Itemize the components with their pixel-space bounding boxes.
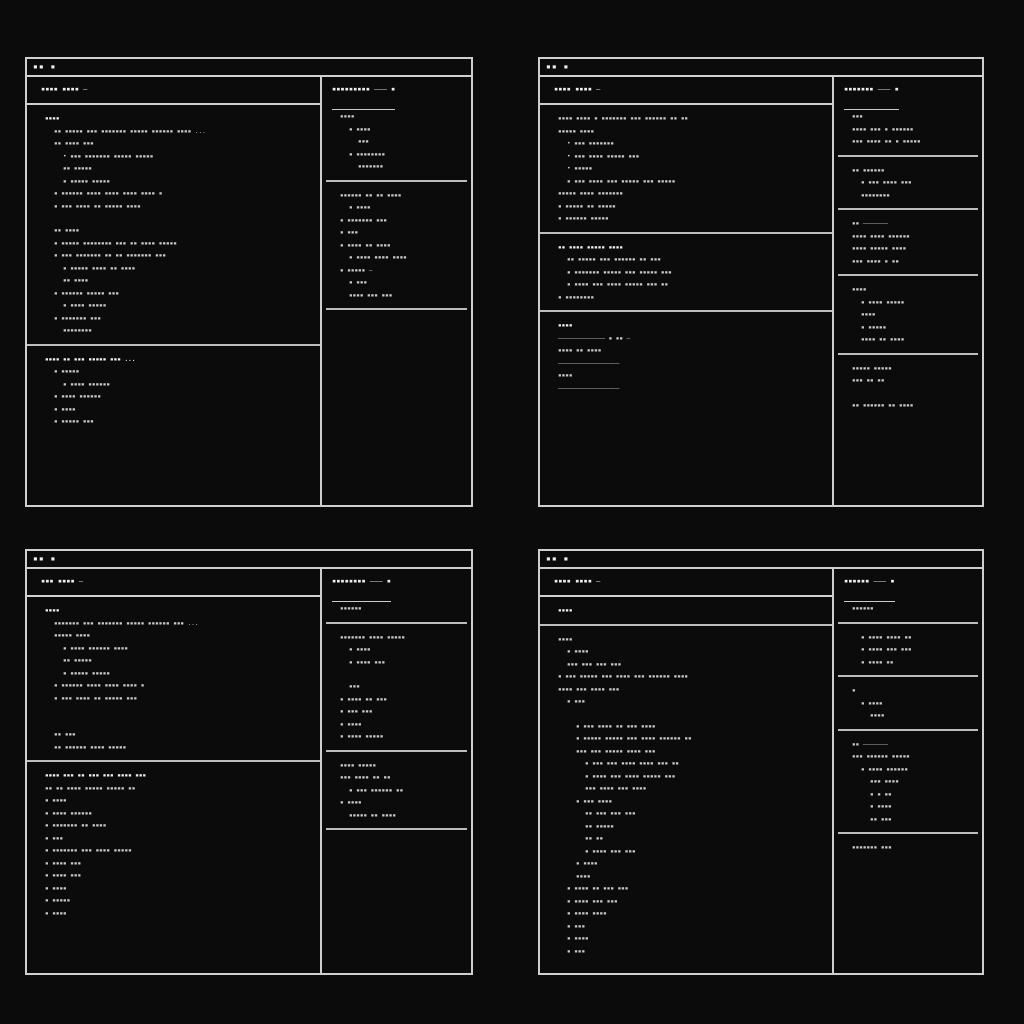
list-item[interactable]: ▪▪ ▪▪▪▪▪ ▪▪▪ ▪▪▪▪▪▪▪ ▪▪▪▪▪ ▪▪▪▪▪▪ ▪▪▪▪ ... — [54, 127, 206, 135]
list-item[interactable]: ▪▪▪ ▪▪▪▪ ▪▪ ▪▪ — [340, 774, 391, 781]
list-item[interactable]: ▪ ▪▪▪▪▪▪ ▪▪▪▪ ▪▪▪▪ ▪▪▪▪ ▪ — [54, 682, 145, 689]
list-item[interactable]: ▪ ▪▪▪ — [349, 279, 368, 286]
main-section — [540, 597, 832, 626]
section-heading[interactable]: ▪▪▪▪ ▪▪ ▪▪▪ ▪▪▪▪▪ ▪▪▪ ... — [45, 355, 136, 363]
section-heading[interactable]: ▪▪▪▪ ▪▪▪ ▪▪ ▪▪▪ ▪▪▪ ▪▪▪▪ ▪▪▪ — [45, 772, 147, 779]
list-item[interactable]: ▪ ▪▪▪▪ — [54, 405, 76, 413]
list-item[interactable] — [540, 709, 832, 721]
main-section — [540, 626, 832, 965]
list-item[interactable]: ▪ ▪▪▪▪▪ ▪▪▪▪▪▪▪▪ ▪▪▪ ▪▪ ▪▪▪▪ ▪▪▪▪▪ — [54, 239, 177, 247]
list-item[interactable]: ▪ ▪▪▪▪ ▪▪▪ — [45, 859, 82, 867]
list-item[interactable]: ▪▪▪ ▪▪▪▪ ▪▪ ▪ ▪▪▪▪▪ — [852, 138, 921, 145]
list-item[interactable]: ▪▪▪▪▪▪ — [852, 605, 874, 612]
list-item[interactable]: ▪▪ ▪▪▪▪ — [54, 227, 80, 234]
side-section — [326, 752, 467, 831]
list-item[interactable]: ▪ ▪▪▪▪ — [349, 646, 371, 653]
list-item[interactable]: • ▪▪▪ ▪▪▪▪ ▪▪▪▪▪ ▪▪▪ — [567, 152, 640, 160]
list-item[interactable]: ▪ ▪▪▪▪ ▪▪▪▪▪ — [340, 733, 384, 740]
list-item[interactable]: ▪ ▪▪▪▪▪▪ ▪▪▪▪ ▪▪▪▪ ▪▪▪▪ ▪▪▪▪ ▪ — [54, 190, 163, 197]
section-heading[interactable]: ▪▪▪▪ — [45, 607, 60, 614]
list-item[interactable]: ▪▪▪▪▪ ▪▪ ▪▪▪▪ — [349, 811, 396, 819]
list-item[interactable]: ▪▪▪▪ ▪▪ ▪▪▪▪ — [558, 347, 602, 354]
main-section — [27, 597, 320, 762]
list-item[interactable]: • ▪▪▪ ▪▪▪▪▪▪▪ ▪▪▪▪▪ ▪▪▪▪▪ — [63, 152, 154, 160]
list-item[interactable]: ▪▪ ——————— — [852, 740, 889, 748]
list-item[interactable]: ▪▪ ——————— — [852, 220, 889, 227]
list-item[interactable]: ▪▪▪▪▪ ▪▪▪▪ ▪▪▪▪▪▪▪ — [558, 190, 624, 197]
list-item[interactable]: ▪ ▪▪▪▪ ▪▪▪ ▪▪▪▪ ▪▪▪▪▪ ▪▪▪ ▪▪ — [567, 281, 669, 288]
list-item[interactable]: ▪ ▪▪▪▪ — [567, 648, 589, 655]
list-item[interactable]: ▪ ▪▪▪▪▪ — [861, 323, 887, 331]
list-item[interactable]: ▪▪ ▪▪▪▪ ▪▪▪ — [54, 140, 94, 147]
main-section — [540, 234, 832, 313]
list-item[interactable]: • ▪▪▪▪▪ — [567, 165, 593, 172]
list-item[interactable]: ▪▪▪▪ ▪▪▪ ▪▪▪ — [349, 291, 393, 299]
sidebar-header[interactable] — [322, 75, 471, 103]
list-item[interactable]: ▪ ▪▪▪▪▪▪▪ ▪▪ ▪▪▪▪ — [45, 822, 107, 829]
list-item[interactable]: ▪▪ ▪▪▪ ▪▪▪ ▪▪▪ — [585, 810, 636, 817]
list-item[interactable]: ▪▪ ▪▪▪▪▪▪ — [852, 166, 885, 174]
list-item[interactable]: ▪ ▪▪▪ ▪▪▪▪▪▪ ▪▪ — [349, 786, 404, 794]
list-item[interactable]: ————————————— ▪ ▪▪ — — [558, 334, 631, 342]
list-item[interactable]: ▪ ▪▪▪▪ — [861, 699, 883, 707]
list-item[interactable]: ▪▪▪▪ ▪▪▪▪▪ ▪▪▪▪ — [852, 245, 907, 252]
list-item[interactable]: ▪▪▪▪ ▪▪▪ ▪▪▪▪ ▪▪▪ — [558, 685, 620, 693]
list-item[interactable]: ▪ ▪▪▪▪ ▪▪▪▪▪▪ — [63, 380, 110, 388]
list-item[interactable]: ▪ ▪▪▪▪ ▪▪▪ — [45, 872, 82, 879]
main-header: ▪▪▪▪ ▪▪▪▪ — — [27, 75, 320, 105]
side-section — [838, 677, 978, 731]
main-pane — [27, 75, 322, 505]
list-item[interactable]: ▪▪▪▪▪ ▪▪▪▪ — [54, 632, 91, 639]
list-item[interactable]: ▪ ▪ ▪▪ — [870, 790, 892, 798]
list-item[interactable]: ▪▪▪▪▪▪▪ — [358, 163, 384, 170]
list-item[interactable]: ▪▪ ▪▪▪▪▪▪ ▪▪▪▪ ▪▪▪▪▪ — [54, 743, 127, 751]
list-item[interactable]: ▪▪▪▪▪ ▪▪▪▪▪ — [852, 364, 892, 372]
list-item[interactable]: ▪▪▪▪ — [576, 872, 591, 880]
list-item[interactable]: ▪▪▪ ▪▪▪▪ — [870, 778, 899, 785]
list-item[interactable]: ▪ ▪▪▪▪ — [567, 935, 589, 942]
list-item[interactable]: ▪ ▪▪▪▪▪ ▪▪▪▪ ▪▪ ▪▪▪▪ — [63, 264, 136, 272]
side-section — [838, 834, 978, 861]
main-pane — [540, 75, 834, 505]
side-section — [326, 830, 467, 844]
sidebar-header[interactable] — [834, 75, 982, 103]
list-item[interactable]: ▪ ▪▪▪▪ ▪▪▪▪▪▪ ▪▪▪▪ — [63, 644, 129, 652]
list-item[interactable]: ▪▪▪ ▪▪▪ ▪▪▪ ▪▪▪ — [567, 660, 622, 668]
list-item[interactable]: ▪ ▪▪▪ ▪▪▪▪ — [576, 797, 613, 805]
list-item[interactable]: ▪▪▪▪ ▪▪ ▪▪▪▪ — [861, 336, 905, 343]
main-header: ▪▪▪ ▪▪▪▪ — — [27, 567, 320, 597]
list-item[interactable]: ▪▪▪▪ — [558, 635, 573, 643]
sidebar-tab[interactable]: ▪▪▪▪▪▪▪▪ ——— ▪ — [332, 567, 391, 602]
list-item[interactable]: ▪ ▪▪▪▪ — [340, 799, 362, 806]
list-item[interactable]: ▪ — [852, 687, 856, 694]
sidebar-pane — [322, 75, 471, 505]
list-item[interactable]: ▪ ▪▪▪▪ — [349, 204, 371, 211]
list-item[interactable]: ▪▪▪▪ — [340, 113, 355, 120]
list-item[interactable]: ▪▪▪ ▪▪▪▪ ▪ ▪▪ — [852, 257, 899, 265]
list-item[interactable]: ▪▪▪▪ — [870, 712, 885, 719]
list-item[interactable]: ▪ ▪▪▪ ▪▪▪▪ ▪▪ ▪▪▪▪▪ ▪▪▪▪ — [54, 202, 141, 210]
list-item[interactable]: ▪▪ ▪▪ ▪▪▪▪ ▪▪▪▪▪ ▪▪▪▪▪ ▪▪ — [45, 784, 136, 792]
list-item[interactable]: ▪ ▪▪▪ — [567, 698, 586, 705]
list-item[interactable]: ————————————————— — [558, 359, 620, 367]
list-item[interactable]: ▪ ▪▪▪▪ ▪▪ — [861, 658, 894, 666]
list-item[interactable]: ▪ ▪▪▪▪▪▪▪▪ — [558, 293, 595, 301]
list-item[interactable]: ▪ ▪▪▪▪ — [45, 909, 67, 917]
app-window — [538, 549, 984, 975]
list-item[interactable]: ▪ ▪▪▪ ▪▪▪▪ ▪▪▪ — [861, 179, 912, 186]
section-heading[interactable]: ▪▪▪▪ — [558, 607, 573, 614]
list-item[interactable]: ▪ ▪▪▪▪ ▪▪▪▪ ▪▪ — [861, 633, 912, 641]
sidebar-pane — [834, 567, 982, 973]
list-item[interactable] — [27, 213, 320, 225]
list-item[interactable]: ▪ ▪▪▪▪ — [340, 720, 362, 728]
app-window — [25, 57, 473, 507]
list-item[interactable] — [27, 717, 320, 729]
list-item[interactable] — [326, 669, 467, 681]
sidebar-tab[interactable]: ▪▪▪▪▪▪▪▪▪ ——— ▪ — [332, 75, 395, 110]
list-item[interactable]: ▪ ▪▪▪▪▪▪▪ ▪▪▪▪▪ ▪▪▪ ▪▪▪▪▪ ▪▪▪ — [567, 268, 672, 276]
main-section — [27, 762, 320, 926]
list-item[interactable]: ▪ ▪▪▪▪▪ — [54, 368, 80, 375]
list-item[interactable]: ▪▪▪▪ ▪▪▪ ▪ ▪▪▪▪▪▪ — [852, 125, 914, 133]
list-item[interactable]: ▪▪▪▪▪▪ ▪▪ ▪▪ ▪▪▪▪ — [340, 191, 402, 199]
list-item[interactable]: ▪▪▪▪▪▪▪▪ — [861, 191, 890, 199]
list-item[interactable]: ▪ ▪▪▪▪▪▪ ▪▪▪▪▪ — [558, 215, 609, 222]
list-item[interactable]: ▪ ▪▪▪▪ ▪▪▪ — [349, 658, 386, 666]
list-item[interactable]: ▪▪ ▪▪ — [585, 835, 604, 842]
list-item[interactable]: ▪ ▪▪▪ ▪▪▪▪ ▪▪ ▪▪▪▪▪ ▪▪▪ — [54, 694, 138, 702]
side-section — [326, 624, 467, 752]
side-section — [838, 210, 978, 276]
list-item[interactable]: ————————————————— — [558, 384, 620, 392]
section-heading[interactable]: ▪▪ ▪▪▪▪ ▪▪▪▪▪ ▪▪▪▪ — [558, 243, 624, 251]
list-item[interactable]: ▪▪▪▪▪▪▪ ▪▪▪▪ ▪▪▪▪▪ — [340, 633, 406, 641]
list-item[interactable]: ▪▪▪▪▪▪▪ ▪▪▪ — [852, 844, 892, 851]
list-item[interactable]: ▪ ▪▪▪ — [567, 947, 586, 955]
list-item[interactable]: ▪ ▪▪▪▪▪▪ ▪▪▪▪▪ ▪▪▪ — [54, 289, 120, 297]
list-item[interactable]: ▪ ▪▪▪ — [340, 229, 359, 236]
list-item[interactable]: ▪▪ ▪▪▪▪ — [63, 277, 89, 284]
list-item[interactable]: ▪ ▪▪▪ — [45, 834, 64, 842]
sidebar-tab[interactable]: ▪▪▪▪▪▪▪ ——— ▪ — [844, 75, 899, 110]
side-section — [326, 103, 467, 182]
side-section — [838, 103, 978, 157]
main-pane — [540, 567, 834, 973]
side-section — [838, 157, 978, 211]
list-item[interactable]: ▪ ▪▪▪▪ ▪▪▪▪▪▪ — [861, 765, 908, 773]
list-item[interactable]: ▪▪ ▪▪▪ — [54, 731, 76, 738]
list-item[interactable]: ▪▪ ▪▪▪▪▪ — [63, 657, 92, 664]
section-heading[interactable]: ▪▪▪▪ — [45, 115, 60, 122]
list-item[interactable]: ▪▪ ▪▪▪▪▪ ▪▪▪ ▪▪▪▪▪▪ ▪▪ ▪▪▪ — [567, 256, 661, 263]
list-item[interactable]: ▪ ▪▪▪ ▪▪▪ — [340, 708, 373, 715]
list-item[interactable]: ▪▪▪ ▪▪▪ ▪▪▪▪▪ ▪▪▪▪ ▪▪▪ — [576, 747, 656, 755]
list-item[interactable]: ▪▪▪ ▪▪ ▪▪ — [852, 377, 885, 384]
list-item[interactable]: ▪ ▪▪▪▪ — [349, 125, 371, 133]
list-item[interactable]: ▪ ▪▪▪▪▪ ▪▪▪▪▪ — [63, 669, 110, 677]
main-pane — [27, 567, 322, 973]
list-item[interactable]: ▪ ▪▪▪▪ ▪▪▪ ▪▪▪ — [861, 646, 912, 653]
list-item[interactable]: ▪▪▪▪▪▪▪ ▪▪▪ ▪▪▪▪▪▪▪ ▪▪▪▪▪ ▪▪▪▪▪▪ ▪▪▪ ... — [54, 619, 199, 627]
list-item[interactable]: ▪▪▪▪▪▪▪▪ — [63, 327, 92, 334]
list-item[interactable]: ▪▪▪▪▪▪ — [340, 605, 362, 612]
list-item[interactable]: ▪ ▪▪▪▪ ▪▪▪▪ ▪▪▪▪ — [349, 254, 407, 261]
list-item[interactable]: ▪ ▪▪▪▪▪ — — [340, 266, 373, 274]
list-item[interactable]: ▪▪▪▪ — [852, 286, 867, 293]
list-item[interactable]: ▪ ▪▪▪▪ ▪▪▪ ▪▪▪ — [567, 897, 618, 905]
list-item[interactable]: ▪ ▪▪▪▪ — [870, 803, 892, 810]
list-item[interactable]: ▪ ▪▪▪▪▪▪▪▪ — [349, 150, 386, 158]
list-item[interactable]: ▪ ▪▪▪ ▪▪▪▪▪ ▪▪▪ ▪▪▪▪ ▪▪▪ ▪▪▪▪▪▪ ▪▪▪▪ — [558, 673, 689, 680]
window-title-bar[interactable]: ▪▪ ▪ — [27, 551, 471, 569]
list-item[interactable]: ▪ ▪▪▪ ▪▪▪▪▪▪▪ ▪▪ ▪▪ ▪▪▪▪▪▪▪ ▪▪▪ — [54, 252, 166, 259]
side-section — [838, 731, 978, 835]
main-section — [27, 346, 320, 435]
list-item[interactable]: ▪ ▪▪▪▪ ▪▪ ▪▪▪ ▪▪▪ — [567, 885, 629, 892]
list-item[interactable]: ▪ ▪▪▪▪ ▪▪ ▪▪▪▪ — [340, 241, 391, 249]
list-item[interactable]: ▪▪▪ ▪▪▪▪▪▪ ▪▪▪▪▪ — [852, 753, 910, 760]
list-item[interactable]: ▪ ▪▪▪▪▪ ▪▪▪ — [54, 418, 94, 425]
list-item[interactable]: ▪▪▪▪ ▪▪▪▪ ▪ ▪▪▪▪▪▪▪ ▪▪▪ ▪▪▪▪▪▪ ▪▪ ▪▪ — [558, 115, 689, 122]
list-item[interactable]: ▪▪ ▪▪▪▪▪▪ ▪▪ ▪▪▪▪ — [852, 401, 914, 409]
list-item[interactable]: ▪ ▪▪▪▪ — [45, 797, 67, 804]
list-item[interactable]: ▪ ▪▪▪▪ ▪▪▪▪▪ — [63, 302, 107, 309]
list-item[interactable]: ▪ ▪▪▪▪ ▪▪▪ ▪▪▪ — [585, 847, 636, 855]
list-item[interactable]: ▪ ▪▪▪▪ ▪▪▪▪▪▪ — [45, 809, 92, 817]
side-section — [838, 624, 978, 678]
side-section — [838, 276, 978, 355]
list-item[interactable]: ▪▪ ▪▪▪▪▪ — [63, 165, 92, 172]
side-section — [838, 355, 978, 419]
list-item[interactable]: ▪ ▪▪▪▪ — [45, 884, 67, 892]
list-item[interactable]: ▪ ▪▪▪▪▪▪▪ ▪▪▪ — [340, 216, 387, 224]
main-header: ▪▪▪▪ ▪▪▪▪ — — [540, 567, 832, 597]
list-item[interactable]: ▪▪ ▪▪▪ — [870, 815, 892, 823]
main-section — [540, 105, 832, 234]
section-heading[interactable]: ▪▪▪▪ — [558, 322, 573, 329]
window-title-bar[interactable]: ▪▪ ▪ — [540, 551, 982, 569]
list-item[interactable]: ▪▪▪ — [349, 683, 360, 690]
list-item[interactable]: ▪▪▪ — [852, 113, 863, 120]
list-item[interactable]: ▪ ▪▪▪▪▪ ▪▪▪▪▪ — [63, 177, 110, 185]
list-item[interactable]: ▪ ▪▪▪▪▪ — [45, 897, 71, 904]
side-section — [326, 182, 467, 311]
list-item[interactable]: ▪▪▪▪▪ ▪▪▪▪ — [558, 127, 595, 135]
sidebar-header[interactable] — [834, 567, 982, 595]
list-item[interactable]: ▪ ▪▪▪ ▪▪▪▪ ▪▪ ▪▪▪ ▪▪▪▪ — [576, 722, 656, 730]
list-item[interactable]: ▪▪▪▪ ▪▪▪▪ ▪▪▪▪▪▪ — [852, 232, 910, 240]
list-item[interactable]: • ▪▪▪ ▪▪▪▪▪▪▪ — [567, 140, 614, 147]
sidebar-pane — [322, 567, 471, 973]
list-item[interactable]: ▪ ▪▪▪▪▪ ▪▪ ▪▪▪▪▪ — [558, 202, 616, 210]
list-item[interactable]: ▪ ▪▪▪ — [567, 922, 586, 930]
list-item[interactable]: ▪ ▪▪▪▪ ▪▪▪▪▪ — [861, 298, 905, 306]
sidebar-tab[interactable]: ▪▪▪▪▪▪ ——— ▪ — [844, 567, 895, 602]
list-item[interactable]: ▪▪▪▪ — [861, 311, 876, 318]
side-section — [326, 310, 467, 324]
app-window — [538, 57, 984, 507]
window-title-bar[interactable]: ▪▪ ▪ — [27, 59, 471, 77]
list-item[interactable]: ▪▪ ▪▪▪▪▪ — [585, 822, 614, 830]
list-item[interactable]: ▪ ▪▪▪▪▪▪▪ ▪▪▪ — [54, 314, 101, 322]
list-item[interactable]: ▪ ▪▪▪▪ ▪▪▪▪ — [567, 910, 607, 917]
main-header: ▪▪▪▪ ▪▪▪▪ — — [540, 75, 832, 105]
sidebar-pane — [834, 75, 982, 505]
sidebar-header[interactable] — [322, 567, 471, 595]
app-window — [25, 549, 473, 975]
list-item[interactable] — [838, 388, 978, 400]
list-item[interactable]: ▪ ▪▪▪▪▪▪▪ ▪▪▪ ▪▪▪▪ ▪▪▪▪▪ — [45, 847, 132, 854]
list-item[interactable]: ▪▪▪ ▪▪▪▪ ▪▪▪ ▪▪▪▪ — [585, 785, 647, 792]
list-item[interactable]: ▪▪▪▪ — [558, 372, 573, 379]
list-item[interactable]: ▪ ▪▪▪▪ ▪▪ ▪▪▪ — [340, 695, 387, 703]
list-item[interactable]: ▪ ▪▪▪▪ — [576, 860, 598, 867]
list-item[interactable]: ▪▪▪ — [358, 138, 369, 145]
main-section — [27, 105, 320, 346]
list-item[interactable]: ▪ ▪▪▪▪ ▪▪▪▪▪▪ — [54, 393, 101, 400]
list-item[interactable]: ▪ ▪▪▪ ▪▪▪ ▪▪▪▪ ▪▪▪▪ ▪▪▪ ▪▪ — [585, 760, 679, 767]
list-item[interactable]: ▪ ▪▪▪ ▪▪▪▪ ▪▪▪ ▪▪▪▪▪ ▪▪▪ ▪▪▪▪▪ — [567, 177, 676, 185]
main-section — [540, 312, 832, 401]
list-item[interactable]: ▪ ▪▪▪▪ ▪▪▪ ▪▪▪▪ ▪▪▪▪▪ ▪▪▪ — [585, 772, 676, 780]
list-item[interactable] — [27, 705, 320, 717]
list-item[interactable]: ▪ ▪▪▪▪▪ ▪▪▪▪▪ ▪▪▪ ▪▪▪▪ ▪▪▪▪▪▪ ▪▪ — [576, 735, 692, 742]
window-title-bar[interactable]: ▪▪ ▪ — [540, 59, 982, 77]
list-item[interactable]: ▪▪▪▪ ▪▪▪▪▪ — [340, 761, 377, 769]
